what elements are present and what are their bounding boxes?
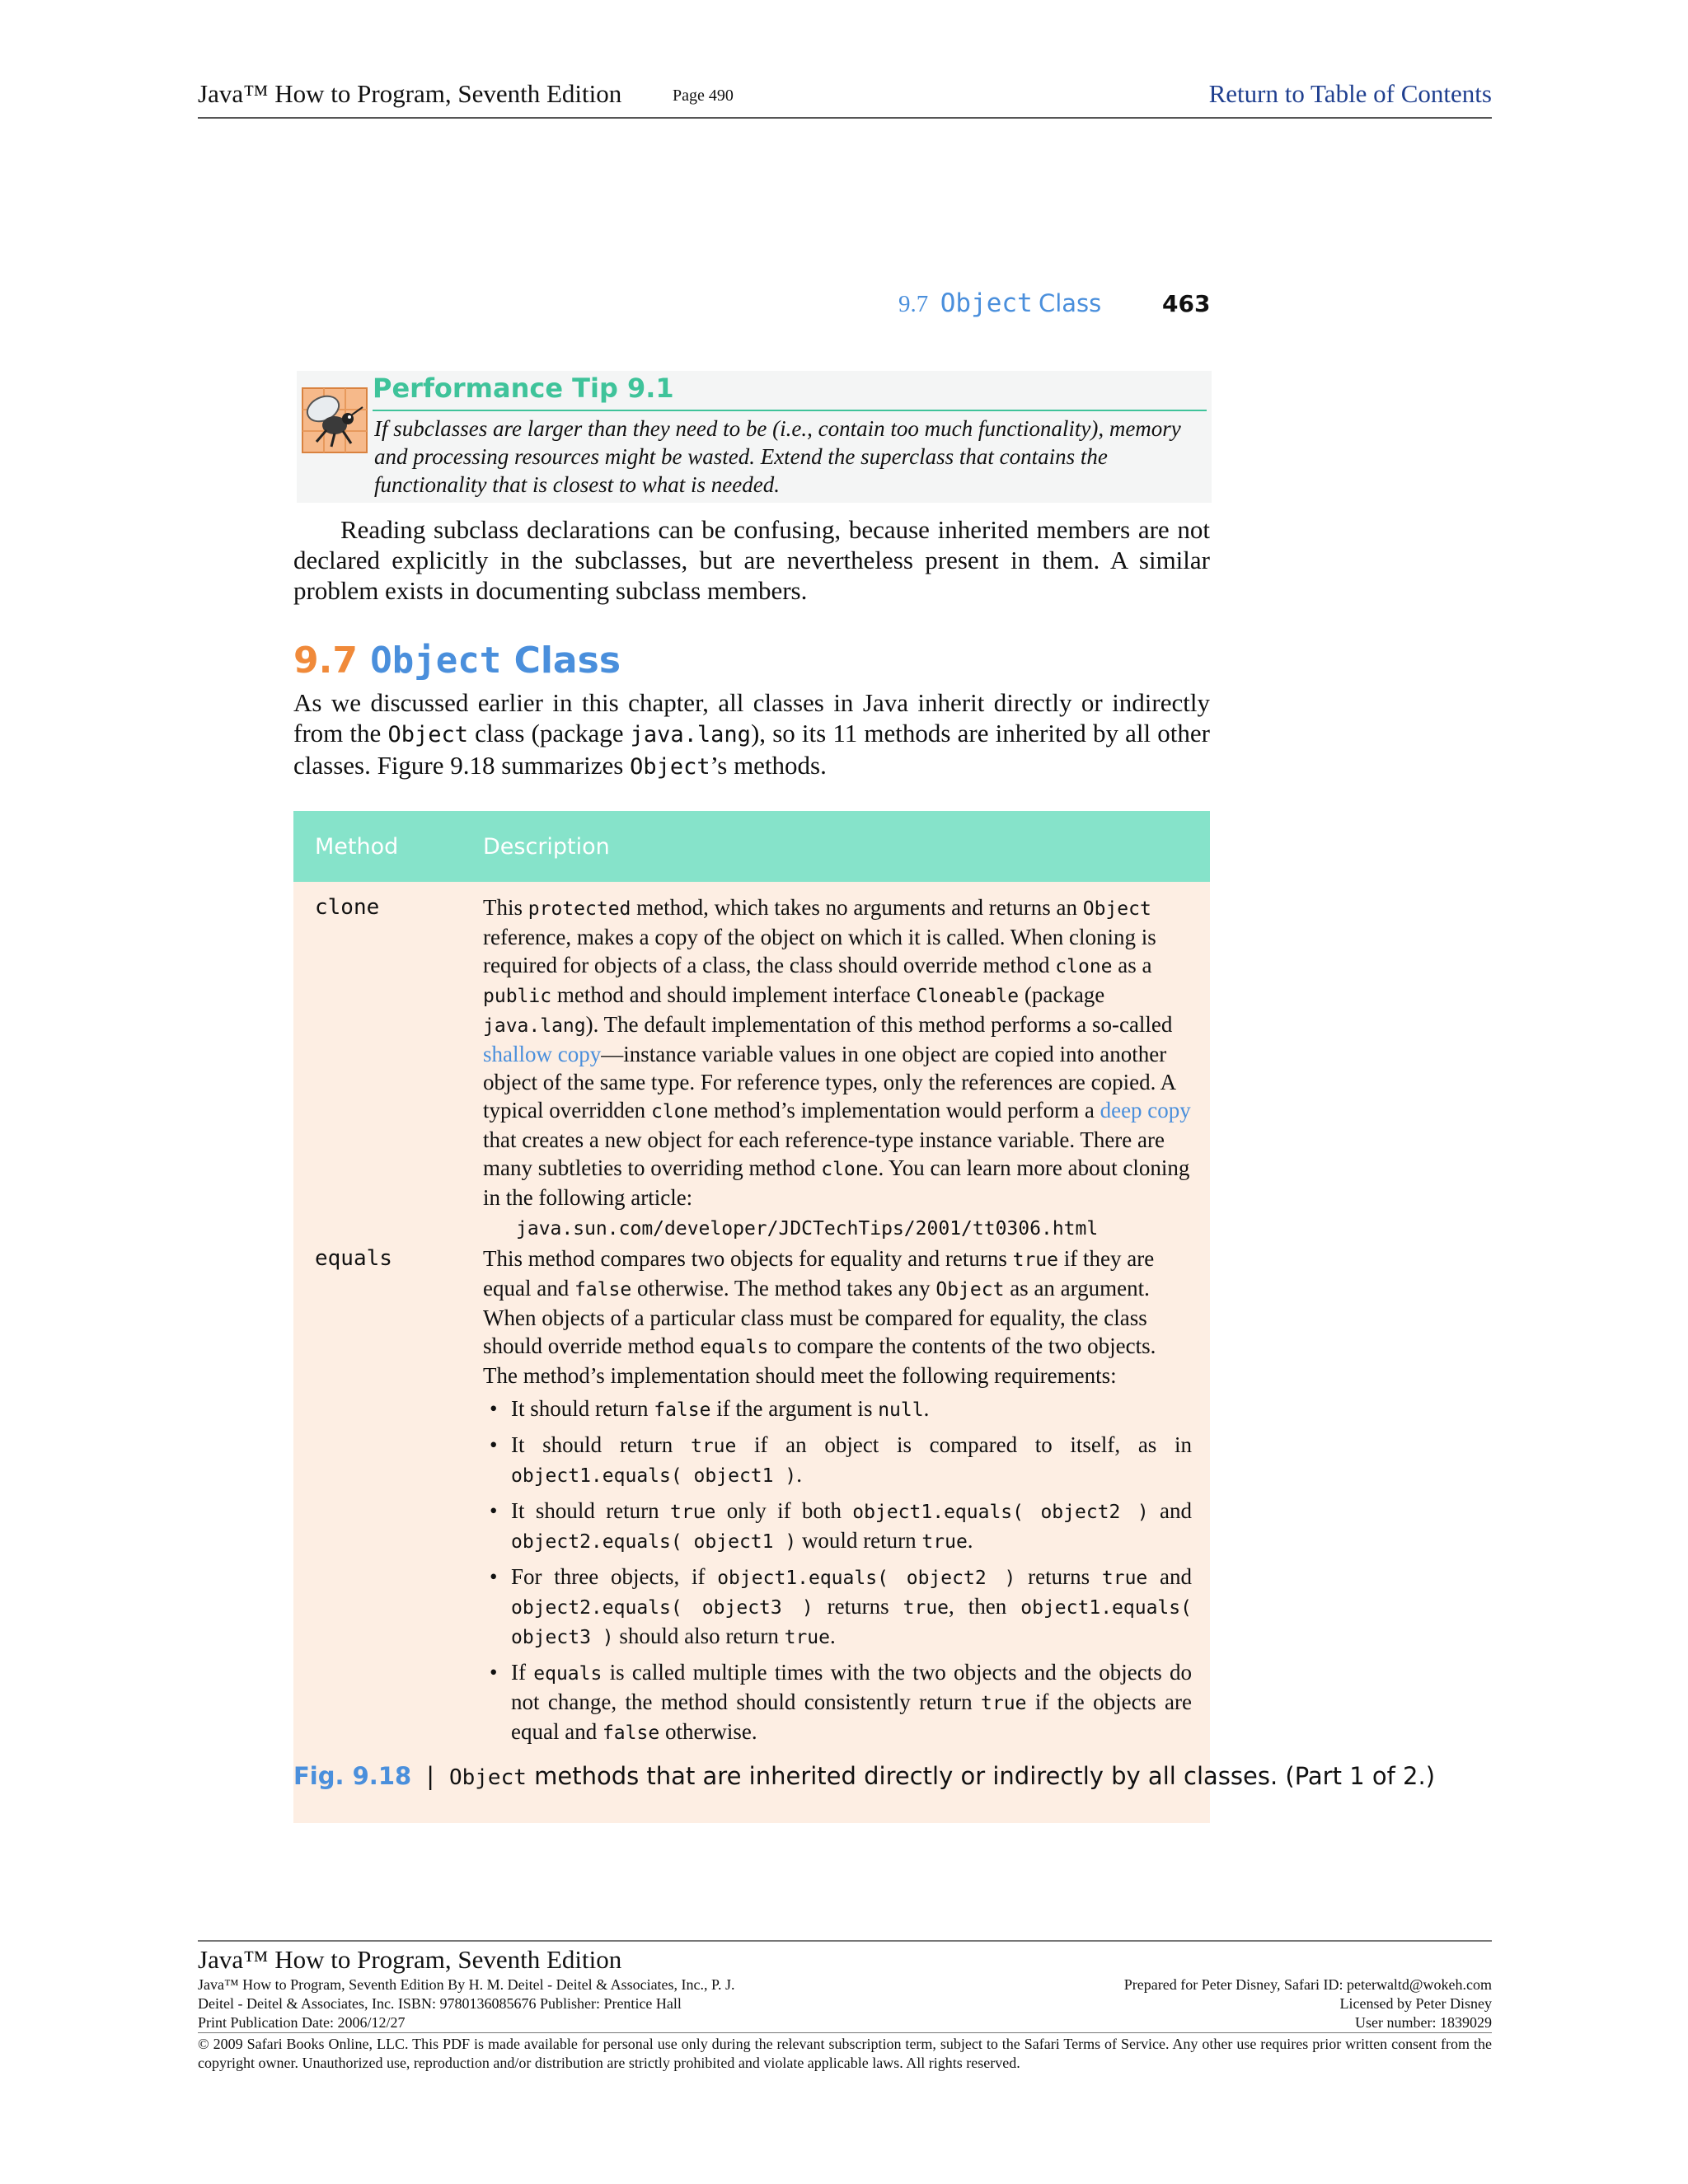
- text: and: [1147, 1564, 1192, 1589]
- caption-text: methods that are inherited directly or indirectly by all classes. (Part 1 of 2.): [526, 1762, 1436, 1790]
- text: . You can learn more about cloning in the following article:: [483, 1155, 1190, 1210]
- footer-line: Print Publication Date: 2006/12/27: [198, 2014, 406, 2031]
- key-term: deep copy: [1100, 1098, 1191, 1122]
- section-word: Class: [513, 640, 621, 682]
- toc-link[interactable]: Return to Table of Contents: [1208, 79, 1492, 108]
- code: Object: [387, 722, 469, 748]
- text: For three objects, if: [511, 1564, 718, 1589]
- section-number: 9.7: [293, 640, 358, 682]
- text: if the argument is: [710, 1396, 879, 1421]
- text: returns: [1015, 1564, 1102, 1589]
- clone-article-url: java.sun.com/developer/JDCTechTips/2001/tt0306.html: [516, 1218, 1099, 1240]
- running-head-word: Class: [1038, 289, 1102, 317]
- code: clone: [821, 1159, 879, 1180]
- figure-caption: [293, 1762, 1435, 1790]
- code: true: [903, 1597, 950, 1619]
- code: equals: [533, 1663, 603, 1685]
- code: object2.equals( object1 ): [511, 1531, 797, 1553]
- text: method and should implement interface: [551, 982, 917, 1007]
- section-code: Object: [370, 640, 502, 682]
- code: Cloneable: [916, 986, 1020, 1007]
- method-desc-equals: [483, 1244, 1192, 1754]
- footer-line: Deitel - Deitel & Associates, Inc. ISBN: 9780136085676 Publisher: Prentice Hall: [198, 1995, 682, 2012]
- footer-line: Licensed by Peter Disney: [1339, 1995, 1492, 2012]
- text: only if both: [715, 1498, 853, 1523]
- paragraph-object-class: [293, 687, 1210, 782]
- text: that creates a new object for each reference-type instance variable. There are many subtleties to overriding method: [483, 1127, 1165, 1180]
- table-body: [293, 882, 1210, 1823]
- text: if an object is compared to itself, as in: [736, 1432, 1192, 1457]
- text: .: [923, 1396, 930, 1421]
- code: java.lang: [630, 722, 751, 748]
- equals-requirements-list: [483, 1394, 1192, 1747]
- text: class (package: [468, 719, 631, 748]
- header-title: Java™ How to Program, Seventh Edition: [198, 79, 622, 108]
- method-desc-clone: [483, 893, 1192, 1243]
- text: should also return: [613, 1624, 785, 1648]
- code: true: [1101, 1568, 1148, 1589]
- text: ’s methods.: [710, 751, 827, 780]
- code: false: [602, 1722, 660, 1744]
- text: returns: [813, 1594, 903, 1619]
- code: true: [784, 1627, 830, 1648]
- footer-line: User number: 1839029: [1355, 2014, 1492, 2031]
- text: —instance variable values in one object are copied into another object of the same type. For reference types, only the references are copied. A typical overridden: [483, 1042, 1175, 1122]
- code: Object: [1082, 898, 1151, 920]
- text: ). The default implementation of this method performs a so-called: [585, 1012, 1173, 1037]
- footer-title: Java™ How to Program, Seventh Edition: [198, 1945, 622, 1974]
- section-heading: [293, 640, 621, 682]
- text: otherwise.: [659, 1719, 757, 1744]
- code: Object: [630, 754, 710, 780]
- code: true: [921, 1531, 968, 1553]
- text: would return: [796, 1528, 922, 1553]
- footer-divider: [198, 1940, 1492, 1942]
- footer-license-info: [915, 1975, 1492, 2032]
- list-item: [483, 1431, 1192, 1490]
- running-head-num: 9.7: [898, 291, 929, 317]
- code: false: [574, 1279, 632, 1301]
- code: object2.equals( object3 ): [511, 1597, 814, 1619]
- running-head-section: [898, 288, 1101, 318]
- text: as an argument. When objects of a particular class must be compared for equality, the class should override method: [483, 1276, 1150, 1358]
- text: and: [1148, 1498, 1193, 1523]
- text: reference, makes a copy of the object on which it is called. When cloning is required for objects of a class, the class should override method: [483, 925, 1156, 977]
- text: (package: [1019, 982, 1105, 1007]
- page-header: [198, 79, 1492, 119]
- page-number: 463: [1162, 290, 1211, 317]
- text: .: [967, 1528, 973, 1553]
- text: to compare the contents of the two objects. The method’s implementation should meet the following requirements:: [483, 1333, 1156, 1388]
- footer-line: Java™ How to Program, Seventh Edition By H. M. Deitel - Deitel & Associates, Inc., P. J.: [198, 1976, 735, 1993]
- performance-tip-heading: Performance Tip 9.1: [373, 373, 674, 404]
- caption-separator: |: [426, 1762, 434, 1790]
- method-name-equals: equals: [315, 1246, 392, 1271]
- code: false: [654, 1399, 711, 1421]
- table-header: [293, 811, 1210, 882]
- header-page-label: Page 490: [673, 87, 734, 105]
- code: protected: [528, 898, 631, 920]
- code: object1.equals( object2 ): [717, 1568, 1016, 1589]
- text: otherwise. The method takes any: [631, 1276, 936, 1301]
- list-item: [483, 1658, 1192, 1747]
- key-term: shallow copy: [483, 1042, 602, 1066]
- text: is called multiple times with the two objects and the objects do not change, the method should consistently return: [511, 1660, 1192, 1714]
- code: null: [878, 1399, 924, 1421]
- text: if they are equal and: [483, 1246, 1155, 1301]
- text: method’s implementation would perform a: [708, 1098, 1100, 1122]
- running-head-code: Object: [940, 288, 1033, 318]
- column-header-method: Method: [315, 834, 399, 860]
- object-methods-table: [293, 811, 1210, 1823]
- clone-description-text: [483, 893, 1192, 1212]
- code: true: [670, 1502, 716, 1523]
- footer-book-info: [198, 1975, 940, 2032]
- text: If: [511, 1660, 534, 1685]
- text: method, which takes no arguments and returns an: [631, 895, 1083, 920]
- text: It should return: [511, 1498, 671, 1523]
- footer-line: Prepared for Peter Disney, Safari ID: peterwaltd@wokeh.com: [1123, 1976, 1492, 1993]
- code: true: [1012, 1249, 1058, 1271]
- code: true: [981, 1693, 1027, 1714]
- figure-label: Fig. 9.18: [293, 1762, 412, 1790]
- code: java.lang: [483, 1015, 586, 1037]
- text: if the objects are equal and: [511, 1690, 1193, 1744]
- list-item: [483, 1497, 1192, 1556]
- paragraph-subclass-reading: Reading subclass declarations can be confusing, because inherited members are not declared explicitly in the subclasses, but are nevertheless present in them. A similar problem exists in documenting subclass members.: [293, 515, 1210, 605]
- text: ), so its 11 methods are inherited by all other classes. Figure 9.18 summarizes: [293, 719, 1210, 780]
- text: .: [796, 1462, 802, 1487]
- text: This method compares two objects for equality and returns: [483, 1246, 1013, 1271]
- list-item: [483, 1394, 1192, 1424]
- code: object1.equals( object2 ): [852, 1502, 1149, 1523]
- text: , then: [949, 1594, 1021, 1619]
- method-name-clone: clone: [315, 895, 380, 920]
- performance-tip-rule: [373, 410, 1207, 411]
- code: public: [483, 986, 552, 1007]
- text: as a: [1112, 953, 1152, 977]
- code: Object: [935, 1279, 1005, 1301]
- code: clone: [1055, 956, 1113, 977]
- code: clone: [650, 1101, 709, 1122]
- equals-description-text: [483, 1244, 1192, 1390]
- text: This: [483, 895, 528, 920]
- performance-tip-text: If subclasses are larger than they need to be (i.e., contain too much functionality), memory and processing resources might be wasted. Extend the superclass that contains the functionality that is closest to what is needed.: [374, 416, 1181, 497]
- footer-copyright: © 2009 Safari Books Online, LLC. This PDF is made available for personal use only during the relevant subscription term, subject to the Safari Terms of Service. Any other use requires prior written consent from the copyright owner. Unauthorized use, reproduction and/or distribution are strictly prohibited and violate applicable laws. All rights reserved.: [198, 2036, 1492, 2071]
- code: object1.equals( object1 ): [511, 1465, 797, 1487]
- list-item: [483, 1563, 1192, 1652]
- caption-code: Object: [448, 1765, 527, 1790]
- code: equals: [700, 1337, 769, 1358]
- column-header-description: Description: [483, 834, 610, 860]
- footer-divider: [198, 2032, 1492, 2033]
- code: true: [690, 1436, 737, 1457]
- code: object1.equals( object3 ): [511, 1597, 1192, 1648]
- bug-icon: [302, 387, 368, 453]
- text: It should return: [511, 1432, 691, 1457]
- text: It should return: [511, 1396, 654, 1421]
- text: As we discussed earlier in this chapter, all classes in Java inherit directly or indirectly from the: [293, 688, 1210, 748]
- text: .: [830, 1624, 836, 1648]
